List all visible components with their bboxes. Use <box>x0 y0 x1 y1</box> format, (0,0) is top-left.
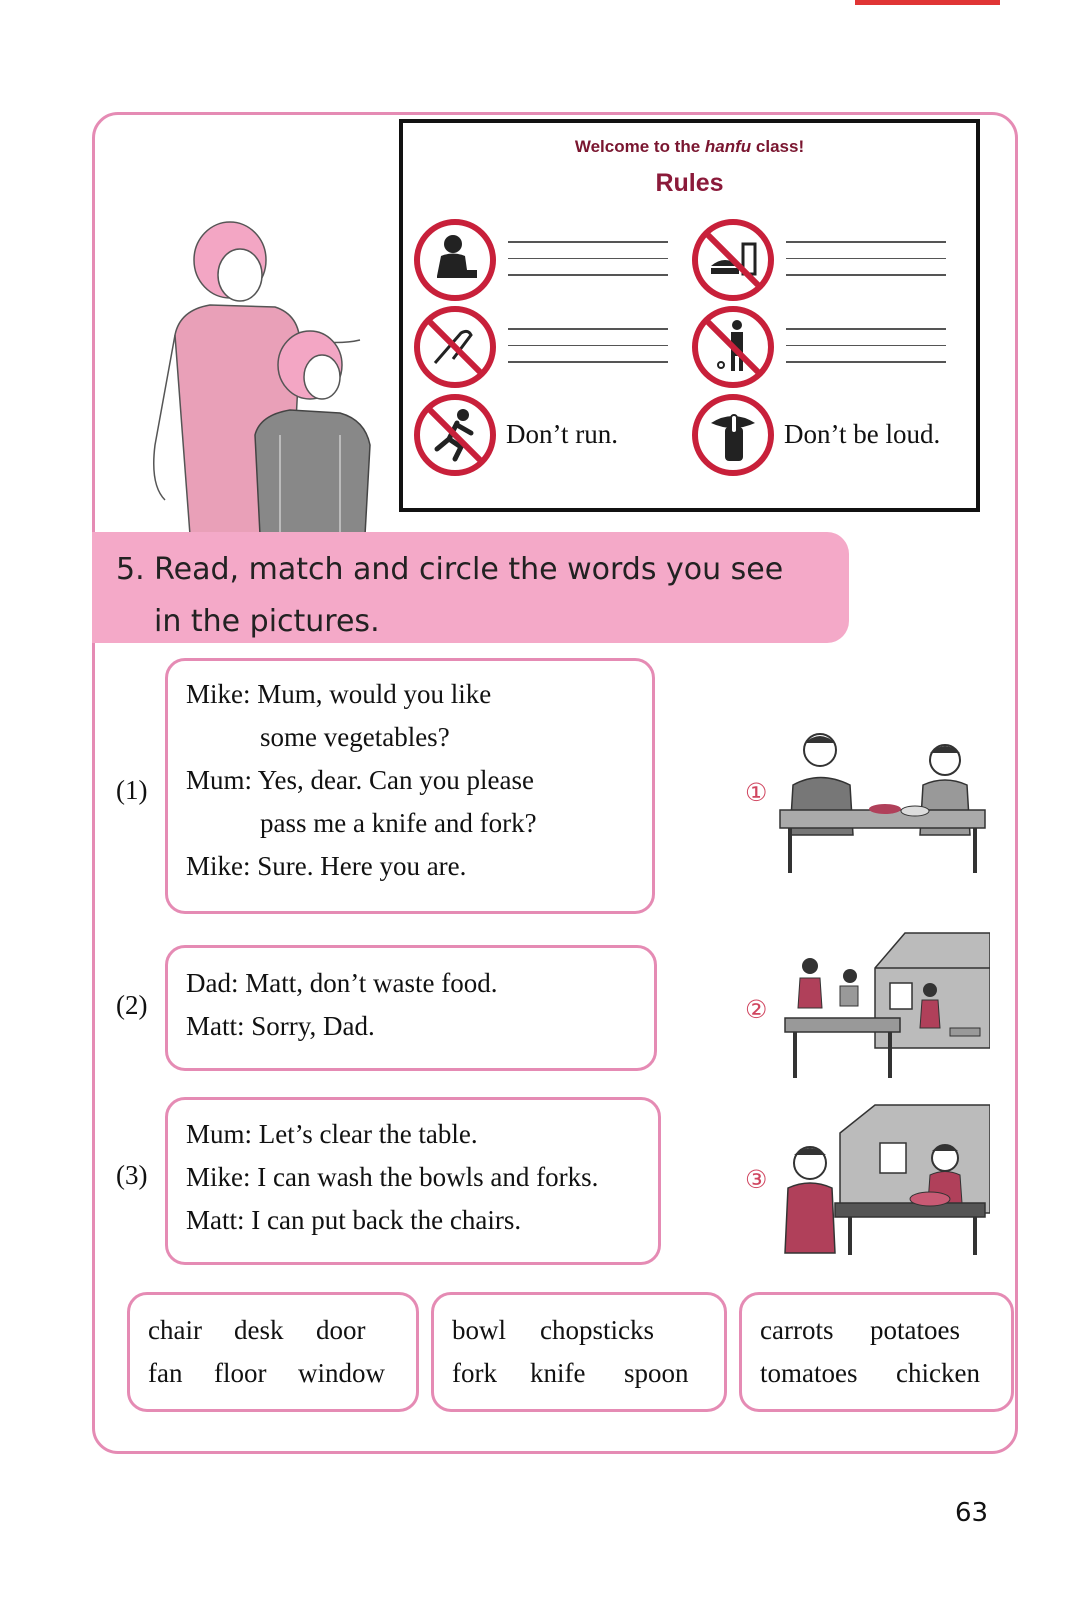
picture-label-3: ③ <box>745 1165 768 1194</box>
no-littering-icon <box>691 305 775 389</box>
word-option[interactable]: desk <box>234 1315 284 1345</box>
dialogue-box-3 <box>165 1097 661 1265</box>
dialogue-box-2 <box>165 945 657 1071</box>
word-option[interactable]: floor <box>214 1358 267 1388</box>
rule-dont-run: Don’t run. <box>506 419 618 449</box>
word-option[interactable]: fan <box>148 1358 183 1388</box>
word-box-furniture <box>127 1292 419 1412</box>
top-color-bar <box>855 0 1000 5</box>
picture-label-1: ① <box>745 778 768 807</box>
dialogue-box-1 <box>165 658 655 914</box>
rule-lines <box>786 328 946 378</box>
dialogue-number: (3) <box>116 1160 148 1190</box>
no-food-drink-icon <box>691 218 775 302</box>
rule-lines <box>786 241 946 291</box>
clearing-table-picture-3 <box>780 1103 990 1258</box>
word-option[interactable]: fork <box>452 1358 497 1388</box>
dialogue-line: Mum: Let’s clear the table. <box>186 1119 478 1149</box>
word-option[interactable]: chair <box>148 1315 202 1345</box>
word-box-tableware <box>431 1292 727 1412</box>
no-running-icon <box>413 393 497 477</box>
rule-lines <box>508 328 668 378</box>
word-option[interactable]: knife <box>530 1358 586 1388</box>
word-option[interactable]: window <box>298 1358 385 1388</box>
rules-board <box>399 119 980 512</box>
heading-line-1: 5. Read, match and circle the words you see <box>116 552 784 587</box>
outdoor-meal-picture-2 <box>780 928 990 1083</box>
rule-dont-be-loud: Don’t be loud. <box>784 419 941 449</box>
word-option[interactable]: chopsticks <box>540 1315 654 1345</box>
heading-line-2: in the pictures. <box>154 604 380 639</box>
page-number: 63 <box>955 1498 989 1528</box>
dialogue-line: some vegetables? <box>260 722 450 752</box>
rule-lines <box>508 241 668 291</box>
picture-label-2: ② <box>745 995 768 1024</box>
dialogue-line: Matt: I can put back the chairs. <box>186 1205 522 1235</box>
mother-daughter-illustration <box>150 215 400 535</box>
exercise-heading <box>92 532 849 643</box>
word-box-food <box>739 1292 1014 1412</box>
word-option[interactable]: carrots <box>760 1315 834 1345</box>
welcome-text: Welcome to the hanfu class! <box>574 137 805 156</box>
word-option[interactable]: chicken <box>896 1358 980 1388</box>
dialogue-number: (2) <box>116 990 148 1020</box>
rules-title: Rules <box>655 169 724 197</box>
dialogue-line: Mike: Sure. Here you are. <box>186 851 467 881</box>
no-noise-icon <box>691 393 775 477</box>
dialogue-line: Mike: I can wash the bowls and forks. <box>186 1162 599 1192</box>
dialogue-number: (1) <box>116 775 148 805</box>
dialogue-line: Mike: Mum, would you like <box>186 679 492 709</box>
word-option[interactable]: bowl <box>452 1315 506 1345</box>
family-meal-picture-1 <box>775 725 990 875</box>
sit-properly-icon <box>413 218 497 302</box>
dialogue-line: Matt: Sorry, Dad. <box>186 1011 375 1041</box>
dialogue-line: Mum: Yes, dear. Can you please <box>186 765 534 795</box>
word-option[interactable]: door <box>316 1315 366 1345</box>
word-option[interactable]: spoon <box>624 1358 689 1388</box>
word-option[interactable]: potatoes <box>870 1315 960 1345</box>
word-option[interactable]: tomatoes <box>760 1358 858 1388</box>
no-touching-icon <box>413 305 497 389</box>
dialogue-line: pass me a knife and fork? <box>260 808 537 838</box>
dialogue-line: Dad: Matt, don’t waste food. <box>186 968 498 998</box>
